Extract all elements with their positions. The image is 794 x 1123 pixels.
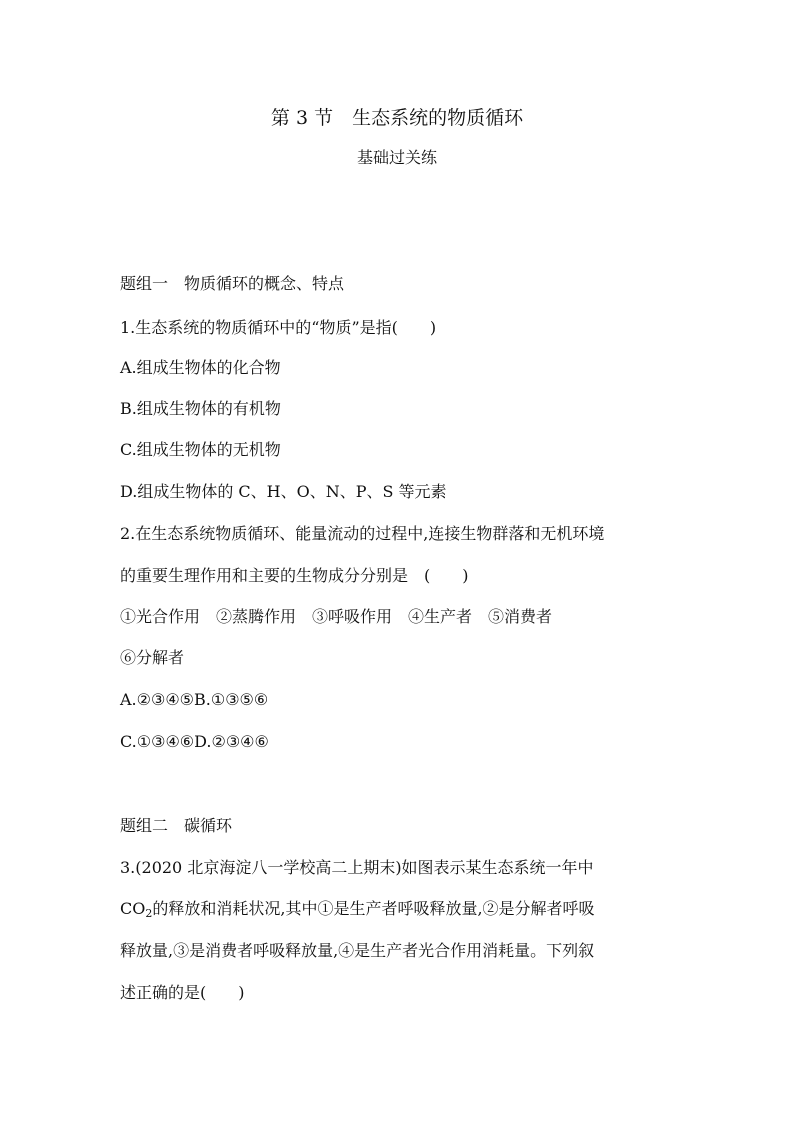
page-title: 第 3 节 生态系统的物质循环 [270, 107, 524, 129]
question2-options-cd: C.①③④⑥D.②③④⑥ [120, 732, 269, 751]
co2-formula-subscript: 2 [145, 907, 153, 920]
question3-line4: 述正确的是( ) [120, 983, 245, 1002]
question1-option-a: A.组成生物体的化合物 [120, 358, 281, 377]
co2-formula-base: CO [120, 899, 146, 918]
group2-heading: 题组二 碳循环 [120, 816, 233, 835]
question1-stem: 1.生态系统的物质循环中的“物质”是指( ) [120, 318, 437, 337]
question1-option-b: B.组成生物体的有机物 [120, 399, 281, 418]
question1-option-d: D.组成生物体的 C、H、O、N、P、S 等元素 [120, 482, 447, 501]
question3-line3: 释放量,③是消费者呼吸释放量,④是生产者光合作用消耗量。下列叙 [120, 941, 595, 960]
question2-items-line2: ⑥分解者 [120, 648, 185, 667]
question2-items-line1: ①光合作用 ②蒸腾作用 ③呼吸作用 ④生产者 ⑤消费者 [120, 607, 553, 626]
question2-stem-line1: 2.在生态系统物质循环、能量流动的过程中,连接生物群落和无机环境 [120, 524, 605, 543]
question1-option-c: C.组成生物体的无机物 [120, 440, 281, 459]
page-subtitle: 基础过关练 [356, 148, 437, 167]
question2-stem-line2: 的重要生理作用和主要的生物成分分别是 ( ) [120, 566, 469, 585]
question3-line1: 3.(2020 北京海淀八一学校高二上期末)如图表示某生态系统一年中 [120, 858, 594, 877]
question3-line2-text: 的释放和消耗状况,其中①是生产者呼吸释放量,②是分解者呼吸 [152, 899, 595, 918]
question2-options-ab: A.②③④⑤B.①③⑤⑥ [120, 690, 269, 709]
group1-heading: 题组一 物质循环的概念、特点 [120, 274, 345, 293]
question3-line2 [120, 897, 595, 926]
